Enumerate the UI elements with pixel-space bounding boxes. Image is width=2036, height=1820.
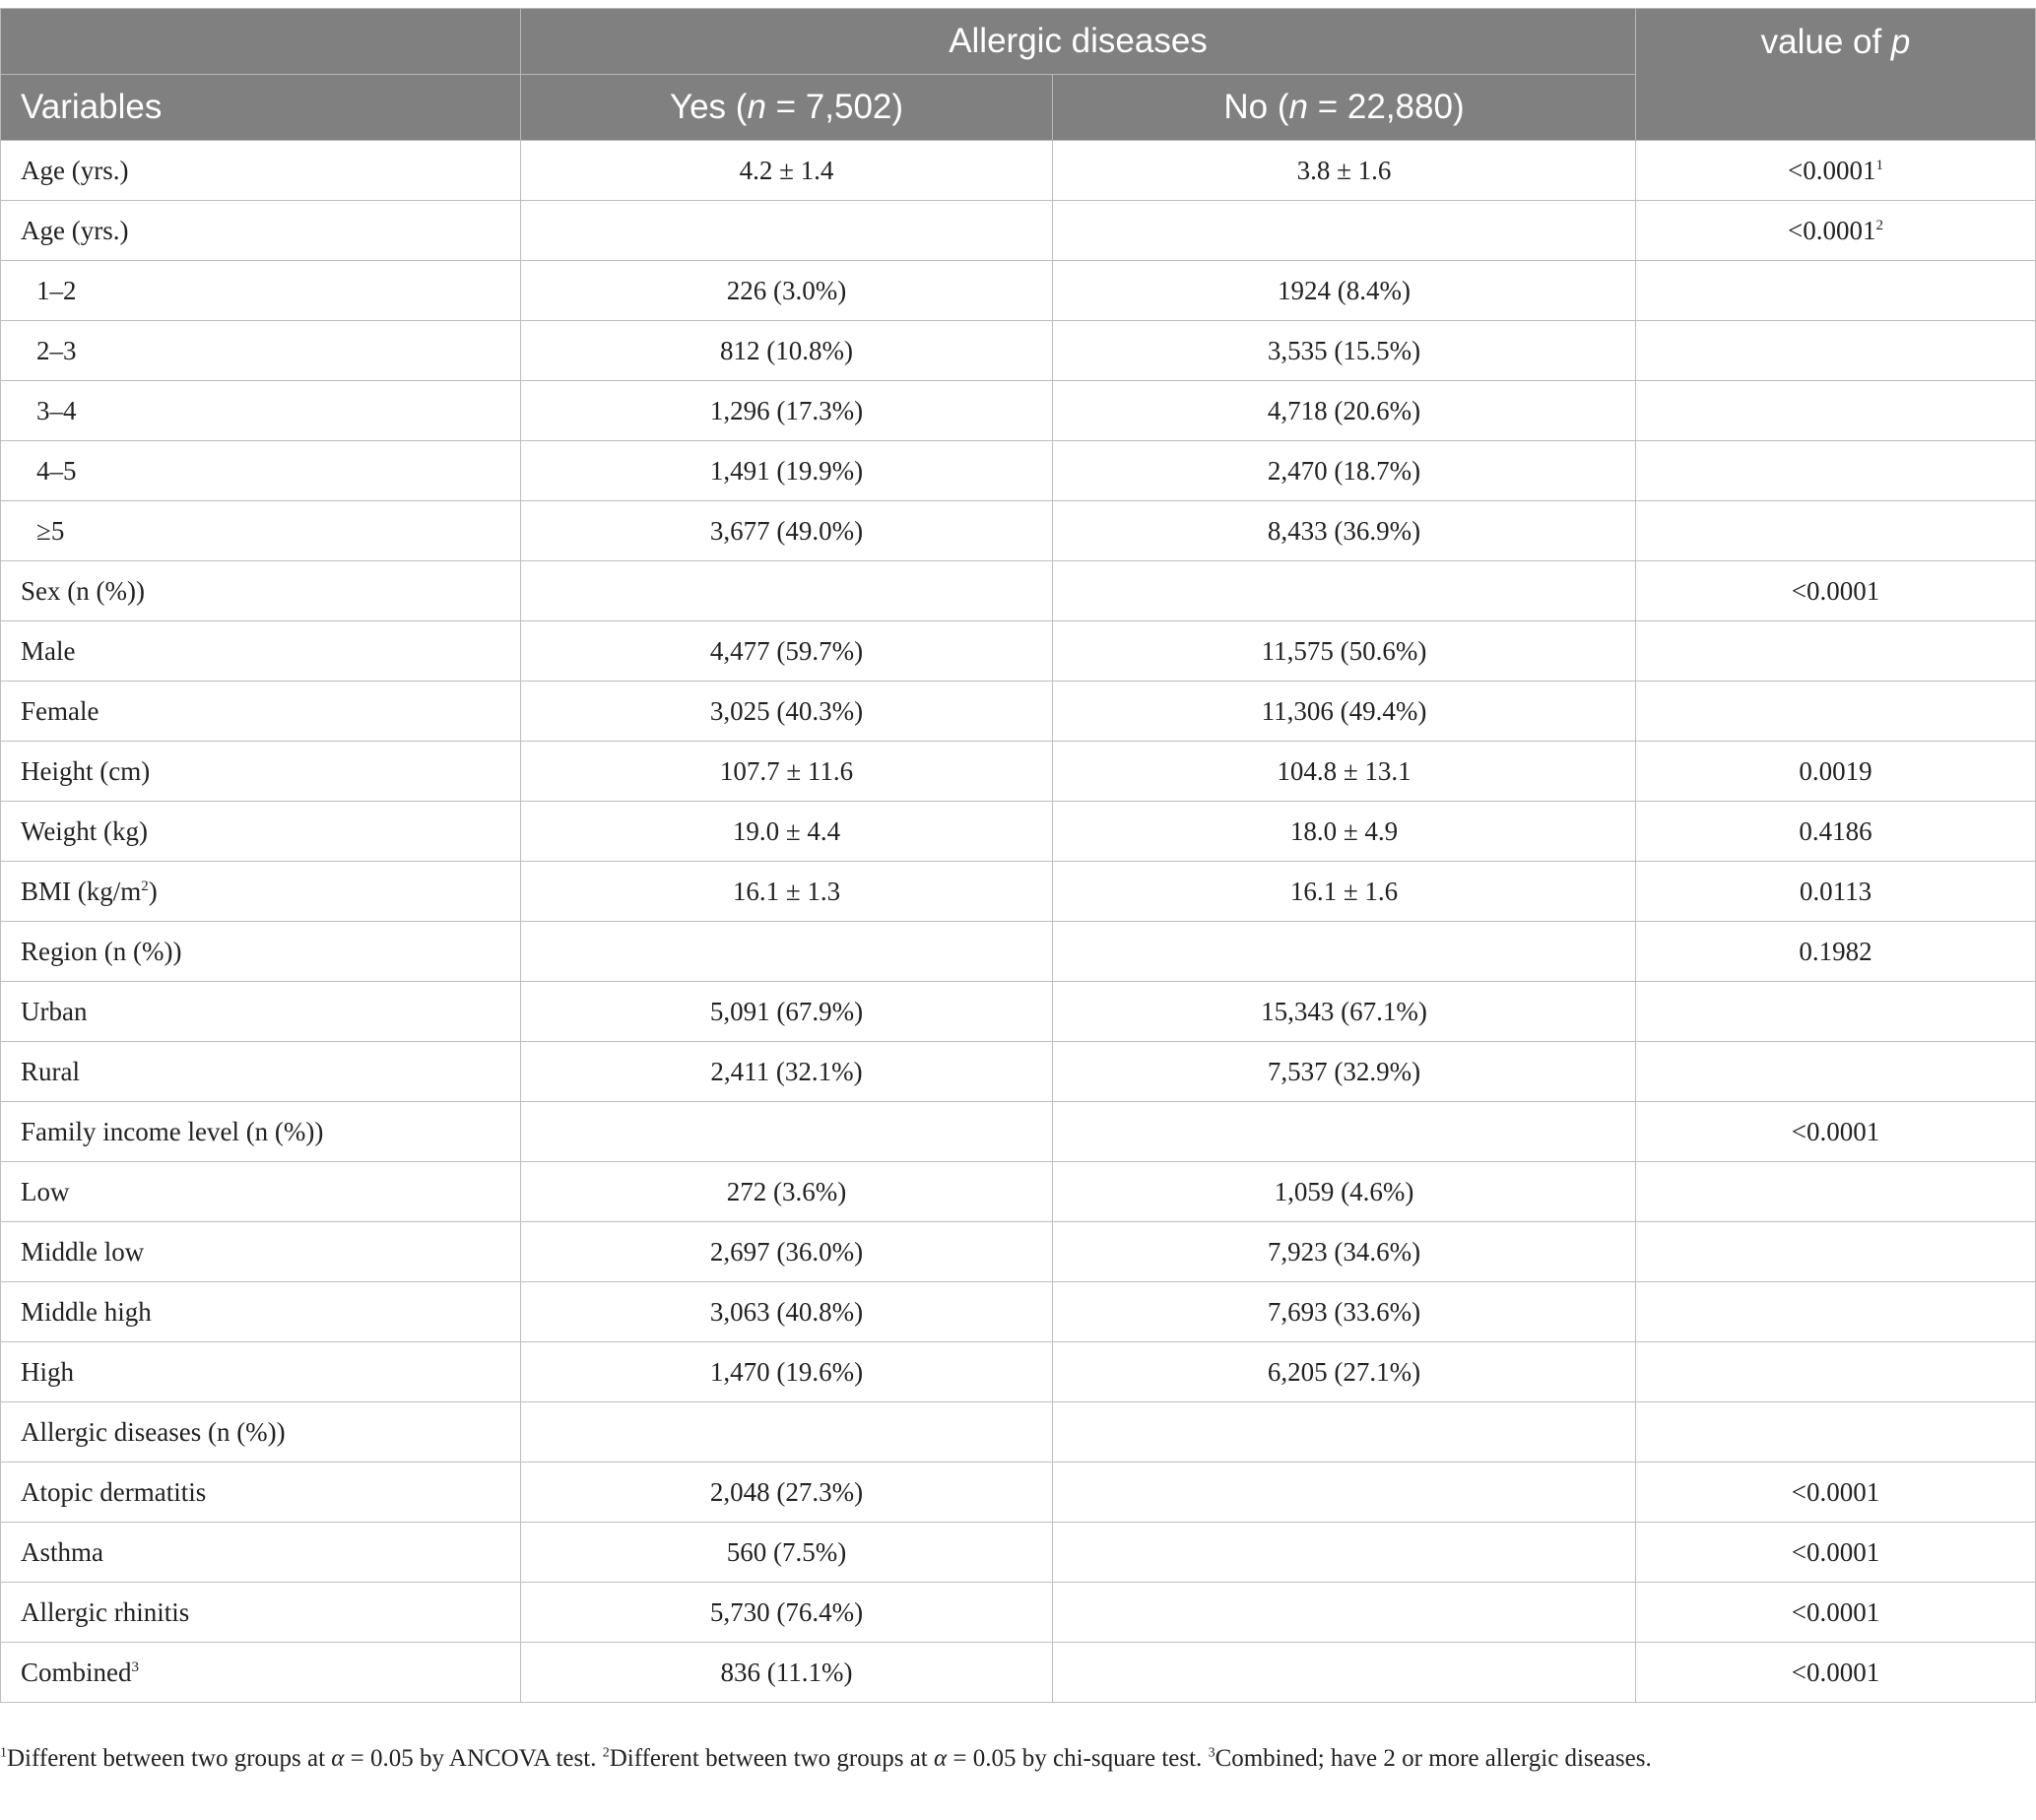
yes-value-cell: 3,025 (40.3%) [521,682,1053,742]
no-value-cell: 7,693 (33.6%) [1053,1282,1636,1342]
header-p-value: value of p [1636,9,2036,141]
table-footnote: $^1$Different between two groups at α = 0.05 by ANCOVA test. $^2$Different between two groups at α = 0.05 by chi-square test. $^3$Combined; have 2 or more allergic diseases. [0,1745,1652,1772]
yes-value-cell: 1,470 (19.6%) [521,1342,1053,1402]
yes-value-cell: 272 (3.6%) [521,1162,1053,1222]
variable-cell: Urban [1,982,521,1042]
p-value-cell [1636,381,2036,441]
table-body [1,141,2036,1703]
no-value-cell: 8,433 (36.9%) [1053,501,1636,561]
no-value-cell [1053,1523,1636,1583]
table-row [1,1402,2036,1462]
table-container [0,8,2036,1703]
yes-value-cell: 812 (10.8%) [521,321,1053,381]
no-value-cell: 3.8 ± 1.6 [1053,141,1636,201]
no-value-cell: 16.1 ± 1.6 [1053,862,1636,922]
table-row [1,1462,2036,1523]
table-row [1,802,2036,862]
p-value-cell: 0.0113 [1636,862,2036,922]
yes-value-cell: 3,063 (40.8%) [521,1282,1053,1342]
table-row [1,381,2036,441]
yes-value-cell: 4.2 ± 1.4 [521,141,1053,201]
table-row [1,441,2036,501]
table-row [1,501,2036,561]
variable-cell: BMI $(kg/m^2)$ [1,862,521,922]
header-variables: Variables [1,75,521,141]
yes-value-cell: 107.7 ± 11.6 [521,742,1053,802]
yes-value-cell: 560 (7.5%) [521,1523,1053,1583]
no-value-cell [1053,1583,1636,1643]
p-value-cell [1636,682,2036,742]
variable-cell: Male [1,621,521,682]
p-value-cell [1636,1402,2036,1462]
no-value-cell: 4,718 (20.6%) [1053,381,1636,441]
yes-value-cell: 3,677 (49.0%) [521,501,1053,561]
yes-value-cell [521,922,1053,982]
yes-value-cell: 2,411 (32.1%) [521,1042,1053,1102]
no-value-cell: 7,537 (32.9%) [1053,1042,1636,1102]
p-value-cell [1636,1042,2036,1102]
variable-cell: Female [1,682,521,742]
p-value-cell: 0.4186 [1636,802,2036,862]
no-value-cell [1053,1402,1636,1462]
table-row [1,201,2036,261]
variable-cell: 4–5 [1,441,521,501]
p-value-cell: <0.0001 [1636,561,2036,621]
variable-cell: Allergic rhinitis [1,1583,521,1643]
table-row [1,1342,2036,1402]
yes-value-cell: 5,730 (76.4%) [521,1583,1053,1643]
no-value-cell: 7,923 (34.6%) [1053,1222,1636,1282]
no-value-cell: 11,575 (50.6%) [1053,621,1636,682]
p-value-cell: <0.0001 [1636,1583,2036,1643]
variable-cell: 3–4 [1,381,521,441]
variable-cell: High [1,1342,521,1402]
p-value-cell: <0.0001 [1636,1523,2036,1583]
table-row [1,1643,2036,1703]
no-value-cell: 3,535 (15.5%) [1053,321,1636,381]
no-value-cell: 1,059 (4.6%) [1053,1162,1636,1222]
variable-cell: Combined$^3$ [1,1643,521,1703]
table-row [1,321,2036,381]
yes-value-cell: 4,477 (59.7%) [521,621,1053,682]
no-value-cell: 104.8 ± 13.1 [1053,742,1636,802]
yes-value-cell: 16.1 ± 1.3 [521,862,1053,922]
no-value-cell: 1924 (8.4%) [1053,261,1636,321]
table-row [1,1583,2036,1643]
no-value-cell: 11,306 (49.4%) [1053,682,1636,742]
yes-value-cell [521,1402,1053,1462]
no-value-cell [1053,922,1636,982]
yes-value-cell: 5,091 (67.9%) [521,982,1053,1042]
yes-value-cell [521,201,1053,261]
no-value-cell [1053,1102,1636,1162]
yes-value-cell [521,1102,1053,1162]
p-value-cell: <0.0001 [1636,1102,2036,1162]
p-value-cell: 0.0019 [1636,742,2036,802]
variable-cell: 1–2 [1,261,521,321]
table-row [1,1523,2036,1583]
yes-value-cell: 1,491 (19.9%) [521,441,1053,501]
variable-cell: Family income level (n (%)) [1,1102,521,1162]
table-row [1,862,2036,922]
table-row [1,742,2036,802]
header-row-group [1,9,2036,75]
p-value-cell: 0.1982 [1636,922,2036,982]
table-row [1,922,2036,982]
table-row [1,1042,2036,1102]
header-no: No (n = 22,880) [1053,75,1636,141]
no-value-cell: 6,205 (27.1%) [1053,1342,1636,1402]
header-yes: Yes (n = 7,502) [521,75,1053,141]
variable-cell: Allergic diseases (n (%)) [1,1402,521,1462]
p-value-cell: <0.0001 [1636,1643,2036,1703]
yes-value-cell [521,561,1053,621]
p-value-cell [1636,1342,2036,1402]
variable-cell: Age (yrs.) [1,141,521,201]
variable-cell: ≥5 [1,501,521,561]
p-value-cell [1636,321,2036,381]
p-value-cell [1636,1162,2036,1222]
variable-cell: 2–3 [1,321,521,381]
table-row [1,982,2036,1042]
p-value-cell [1636,621,2036,682]
p-value-cell [1636,1222,2036,1282]
no-value-cell [1053,201,1636,261]
p-value-cell [1636,261,2036,321]
yes-value-cell: 836 (11.1%) [521,1643,1053,1703]
no-value-cell: 15,343 (67.1%) [1053,982,1636,1042]
no-value-cell: 2,470 (18.7%) [1053,441,1636,501]
variable-cell: Age (yrs.) [1,201,521,261]
variable-cell: Height (cm) [1,742,521,802]
baseline-characteristics-table [0,8,2036,1703]
variable-cell: Atopic dermatitis [1,1462,521,1523]
yes-value-cell: 19.0 ± 4.4 [521,802,1053,862]
table-header [1,9,2036,141]
variable-cell: Weight (kg) [1,802,521,862]
p-value-cell: $<0.0001^1$ [1636,141,2036,201]
variable-cell: Middle high [1,1282,521,1342]
no-value-cell [1053,1643,1636,1703]
p-value-cell [1636,501,2036,561]
table-row [1,141,2036,201]
yes-value-cell: 1,296 (17.3%) [521,381,1053,441]
no-value-cell [1053,561,1636,621]
header-blank-cell [1,9,521,75]
variable-cell: Middle low [1,1222,521,1282]
table-row [1,1102,2036,1162]
p-value-cell [1636,1282,2036,1342]
yes-value-cell: 2,697 (36.0%) [521,1222,1053,1282]
no-value-cell [1053,1462,1636,1523]
table-row [1,1162,2036,1222]
yes-value-cell: 2,048 (27.3%) [521,1462,1053,1523]
table-row [1,261,2036,321]
table-row [1,561,2036,621]
header-allergic-diseases: Allergic diseases [521,9,1636,75]
no-value-cell: 18.0 ± 4.9 [1053,802,1636,862]
p-value-cell [1636,982,2036,1042]
variable-cell: Asthma [1,1523,521,1583]
table-row [1,1222,2036,1282]
table-row [1,682,2036,742]
table-row [1,621,2036,682]
p-value-cell: <0.0001 [1636,1462,2036,1523]
p-value-cell [1636,441,2036,501]
variable-cell: Low [1,1162,521,1222]
table-row [1,1282,2036,1342]
yes-value-cell: 226 (3.0%) [521,261,1053,321]
p-value-cell: $<0.0001^2$ [1636,201,2036,261]
variable-cell: Region (n (%)) [1,922,521,982]
variable-cell: Rural [1,1042,521,1102]
variable-cell: Sex (n (%)) [1,561,521,621]
